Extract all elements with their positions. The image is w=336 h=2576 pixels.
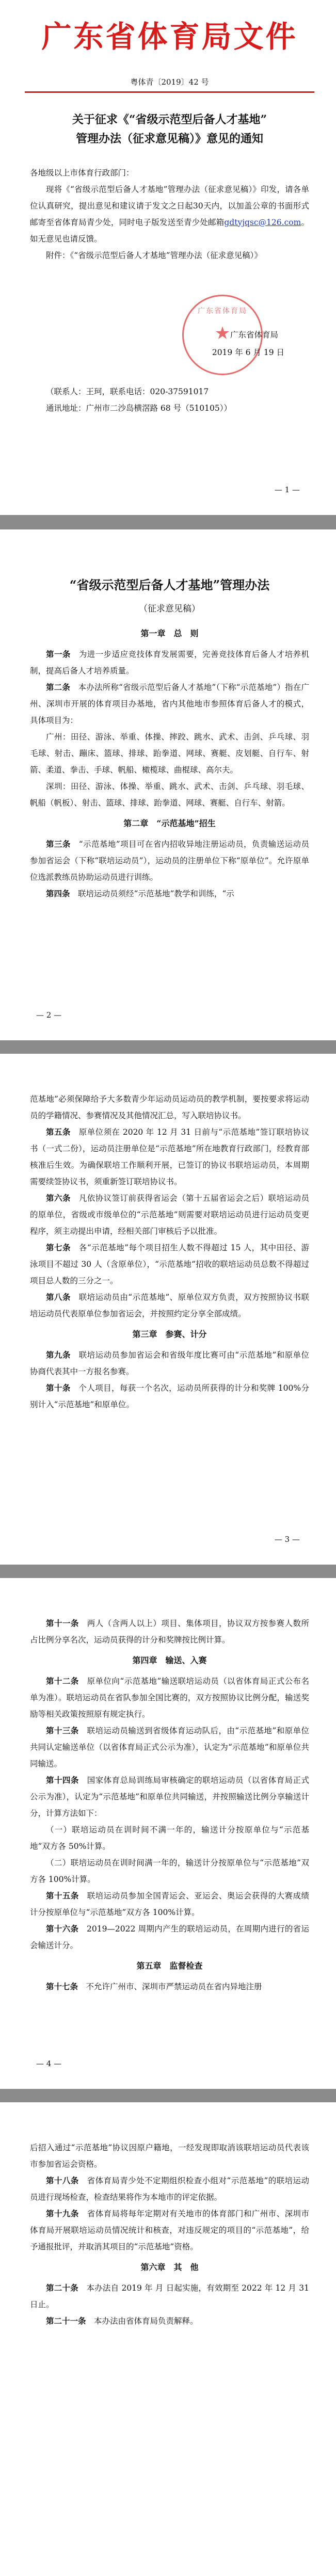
notice-title [30, 110, 309, 149]
article-list-item: 深圳：田径、游泳、体操、举重、跳水、武术、击剑、乒乓球、羽毛球、帆船（帆板）、射击、篮球、排球、跆拳道、网球、赛艇、自行车、射箭。 [30, 782, 309, 808]
attachment-line: 附件：《“省级示范型后备人才基地”管理办法（征求意见稿）》 [46, 250, 262, 260]
article-number: 第十二条 [46, 1676, 79, 1686]
document-number: 粤体青〔2019〕42 号 [130, 77, 209, 87]
article-text: 省体育局将每年定期对有关地市的体育部门和广州市、深圳市体育局开展联培运动员情况统计和核查，对违反规定的项目的“示范基地”，给予通报批评，并取消其项目的“示范基地”资格。 [30, 2209, 309, 2251]
article [30, 836, 309, 886]
measures-title: “省级示范型后备人才基地”管理办法 [69, 577, 270, 592]
page-1 [0, 0, 336, 515]
star-icon: ★ [214, 323, 231, 344]
article-number: 第八条 [46, 1292, 71, 1302]
chapter-heading: 第五章 监督检查 [136, 1961, 203, 1971]
article-number: 第十六条 [46, 1924, 79, 1934]
article [30, 1921, 309, 1954]
article-text: 本办法由省体育局负责解释。 [94, 2316, 198, 2326]
chapter-heading: 第一章 总 则 [140, 629, 199, 638]
article-number: 第六条 [46, 1193, 71, 1203]
article [30, 2205, 309, 2255]
chapter-heading: 第二章 “示范基地”招生 [123, 818, 216, 828]
signing-date: 2019 年 6 月 19 日 [212, 347, 284, 357]
notice-paragraph [30, 181, 309, 247]
measures-body [30, 624, 309, 902]
page-3 [0, 1054, 336, 1565]
signing-organization: 广东省体育局 [230, 330, 278, 340]
page-4 [0, 1578, 336, 2089]
email-link[interactable]: gdtyjqsc@126.com [224, 217, 301, 227]
article-number: 第二条 [46, 682, 70, 692]
article-text: 联培运动员由“示范基地”、原单位双方负责，双方按照协议书联培运动员代表原单位参加省运会，并按照约定分享全部成绩。 [30, 1293, 309, 1318]
chapter-heading: 第三章 参赛、计分 [132, 1329, 207, 1339]
page-number: — 4 — [36, 2059, 62, 2068]
article-number: 第一条 [46, 649, 71, 659]
page-5 [0, 2102, 336, 2576]
article-text: 2019—2022 周期内产生的联培运动员，在周期内进行的省运会输送计分。 [30, 1924, 309, 1950]
continued-paragraph: 范基地”必须保障给予大多数青少年运动员运动员的教学机制，要按要求将运动员的学籍情况、参赛情况及其他情况汇总，写入联培协议书。 [30, 1094, 309, 1120]
measures-subtitle: （征求意见稿） [139, 604, 200, 614]
measures-body [30, 1615, 309, 1995]
article-number: 第十五条 [46, 1891, 79, 1901]
article-text: 联培运动员输送到省级体育运动队后，由“示范基地”和原单位共同认定输送单位（以省体育局正式公示为准），认定为“示范基地”和原单位共同输送。 [30, 1726, 309, 1768]
article-number: 第十九条 [46, 2209, 79, 2218]
article [30, 646, 309, 679]
notice-paragraph-tail: 。如无意见也请反馈。 [30, 217, 309, 244]
article [30, 1888, 309, 1921]
article [30, 1673, 309, 1722]
notice-body [30, 165, 309, 264]
article [30, 1347, 309, 1380]
article-text: 凡依协议签订前获得省运会（第十五届省运会之后）联培运动员的原单位，省级或市级单位的“示范基地”则需要对联培运动员进行运动员变更程序，须主动提出申请，经相关部门审核后予以批准。 [30, 1194, 309, 1236]
chapter-heading: 第四章 输送、入赛 [132, 1655, 207, 1665]
chapter-heading: 第六章 其 他 [140, 2262, 199, 2272]
article-number: 第十条 [46, 1383, 71, 1393]
signature-block [30, 293, 309, 380]
contact-address: 通讯地址：广州市二沙岛横滘路 68 号（510105）） [46, 403, 232, 413]
article-number: 第二十一条 [46, 2316, 86, 2326]
article-list-item: （一）联培运动员在训时间不满一年的，输送计分按原单位与“示范基地”双方各 50%计算。 [30, 1825, 309, 1851]
page-number: — 3 — [274, 1535, 300, 1544]
article-text: 国家体育总局训练局审核确定的联培运动员（以省体育局正式公示为准），认定为“示范基地”和原单位共同输送，并按照输送比例分享输送计分，计算方法如下： [30, 1776, 309, 1818]
article-text: 原单位向“示范基地”输送联培运动员（以省体育局正式公布名单为准）。联培运动员在省队参加全国比赛的，双方按照协议比例分配，输送奖励等相关政策按照原有规定执行。 [30, 1677, 309, 1719]
article-text: 个人项目，每获一个名次，运动员所获得的计分和奖牌 100%分别计入“示范基地”和原单位。 [30, 1383, 309, 1409]
article-text: 联培运动员参加省运会和省级年度比赛可由“示范基地”和原单位协商代表其中一方报名参赛。 [30, 1350, 309, 1376]
article [30, 1772, 309, 1822]
page-number: — 2 — [36, 1010, 62, 1020]
page-number: — 1 — [274, 485, 300, 494]
seal-ring-text: 广东省体育局 [198, 307, 247, 315]
article-number: 第十四条 [46, 1775, 79, 1785]
article-text: 两人（含两人以上）项目、集体项目，协议双方按参赛人数所占比例分享名次，运动员获得的计分和奖牌按比例计算。 [30, 1619, 309, 1645]
red-divider-line [25, 91, 314, 93]
document-red-header: 广东省体育局文件 [41, 19, 298, 54]
article [30, 2172, 309, 2205]
article [30, 1615, 309, 1648]
article-number: 第三条 [46, 839, 71, 849]
article [30, 1239, 309, 1289]
article-text: 省体育局青少处不定期组织检查小组对“示范基地”的联培运动员进行现场检查，检查结果将作为本地市的评定依据。 [30, 2176, 309, 2202]
article [30, 1289, 309, 1322]
article-text: 本办法所称“省级示范型后备人才基地”（下称“示范基地”）指在广州、深圳市开展的体育项目办基地，省内其他地市参照体育后备人才的模式，具体项目为： [30, 683, 309, 725]
article-text: 为进一步适应竞技体育发展需要，完善竞技体育后备人才培养机制，提高后备人才培养质量。 [30, 650, 309, 675]
article [30, 2280, 309, 2313]
article [30, 1190, 309, 1239]
article-number: 第十八条 [46, 2176, 79, 2185]
article-number: 第五条 [46, 1127, 71, 1137]
article [30, 1722, 309, 1772]
article [30, 1124, 309, 1190]
page-2 [0, 529, 336, 1040]
article [30, 2313, 309, 2329]
measures-body [30, 2139, 309, 2329]
measures-body [30, 1091, 309, 1413]
article [30, 1380, 309, 1413]
article-number: 第十七条 [46, 1982, 78, 1991]
article-number: 第九条 [46, 1350, 71, 1360]
article-list-item: （二）联培运动员在训时间满一年的，输送计分按原单位与“示范基地”双方各 100%计算。 [30, 1858, 309, 1884]
notice-title-line-2: 管理办法（征求意见稿）》意见的通知 [75, 132, 263, 146]
article-number: 第十一条 [46, 1618, 79, 1628]
notice-paragraph-text: 现将《“省级示范型后备人才基地”管理办法（征求意见稿）》印发，请各单位认真研究，提出意见和建议请于发文之日起30天内，以加盖公章的书面形式邮寄至省体育局青少处，同时电子版发送至青少处邮箱 [30, 184, 309, 227]
article-list-item: 广州：田径、游泳、举重、体操、摔跤、跳水、武术、击剑、乒乓球、羽毛球、射击、蹦床、篮球、排球、跆拳道、网球、赛艇、皮划艇、自行车、射箭、柔道、拳击、手球、帆船、橄榄球、曲棍球、高尔夫。 [30, 732, 309, 775]
article [30, 886, 309, 902]
salutation: 各地级以上市体育行政部门： [30, 168, 134, 178]
contact-person: （联系人：王珂，联系电话：020-37591017 [46, 387, 209, 396]
article-text: “示范基地”项目可在省内招收异地注册运动员，负责输送运动员参加省运会（下称“联培运动员”），运动员的注册单位下称“原单位”。允许原单位选派教练员协助运动员进行训练。 [30, 840, 309, 882]
article-text: 各“示范基地”每个项目招生人数不得超过 15 人，其中田径、游泳项目不超过 30 人（含原单位），“示范基地”招收的联培运动员总数不得超过项目总人数的三分之一。 [30, 1243, 309, 1285]
continued-paragraph: 后招入通过“示范基地”协议因原户籍地，一经发现即取消该联培运动员代表该市参加省运会资格。 [30, 2143, 309, 2169]
article [30, 1978, 309, 1995]
article-text: 原单位须在 2020 年 12 月 31 日前与“示范基地”签订联培协议书（一式二份），运动员注册单位是“示范基地”所在地教育行政部门，经教育部核准后生效。为确保联培工作顺利开展，已签订的协议书联培运动员，本周期需要续签协议书，须重新签订联培协议书。 [30, 1128, 309, 1186]
article-text: 联培运动员须经“示范基地”教学和训练，“示 [78, 889, 234, 898]
article-text: 不允许广州市、深圳市严禁运动员在省内异地注册 [86, 1982, 262, 1991]
article-number: 第四条 [46, 889, 70, 898]
article-number: 第十三条 [46, 1726, 79, 1735]
notice-title-line-1: 关于征求《“省级示范型后备人才基地” [72, 112, 267, 126]
article-text: 本办法自 2019 年 月 日起实施，有效期至 2022 年 12 月 31 日止。 [30, 2283, 309, 2309]
article-number: 第二十条 [46, 2283, 78, 2293]
article-text: 联培运动员参加全国青运会、亚运会、奥运会获得的大赛成绩计分按原单位与“示范基地”双方各 100%计算。 [30, 1891, 309, 1917]
article [30, 679, 309, 729]
article-number: 第七条 [46, 1243, 71, 1252]
